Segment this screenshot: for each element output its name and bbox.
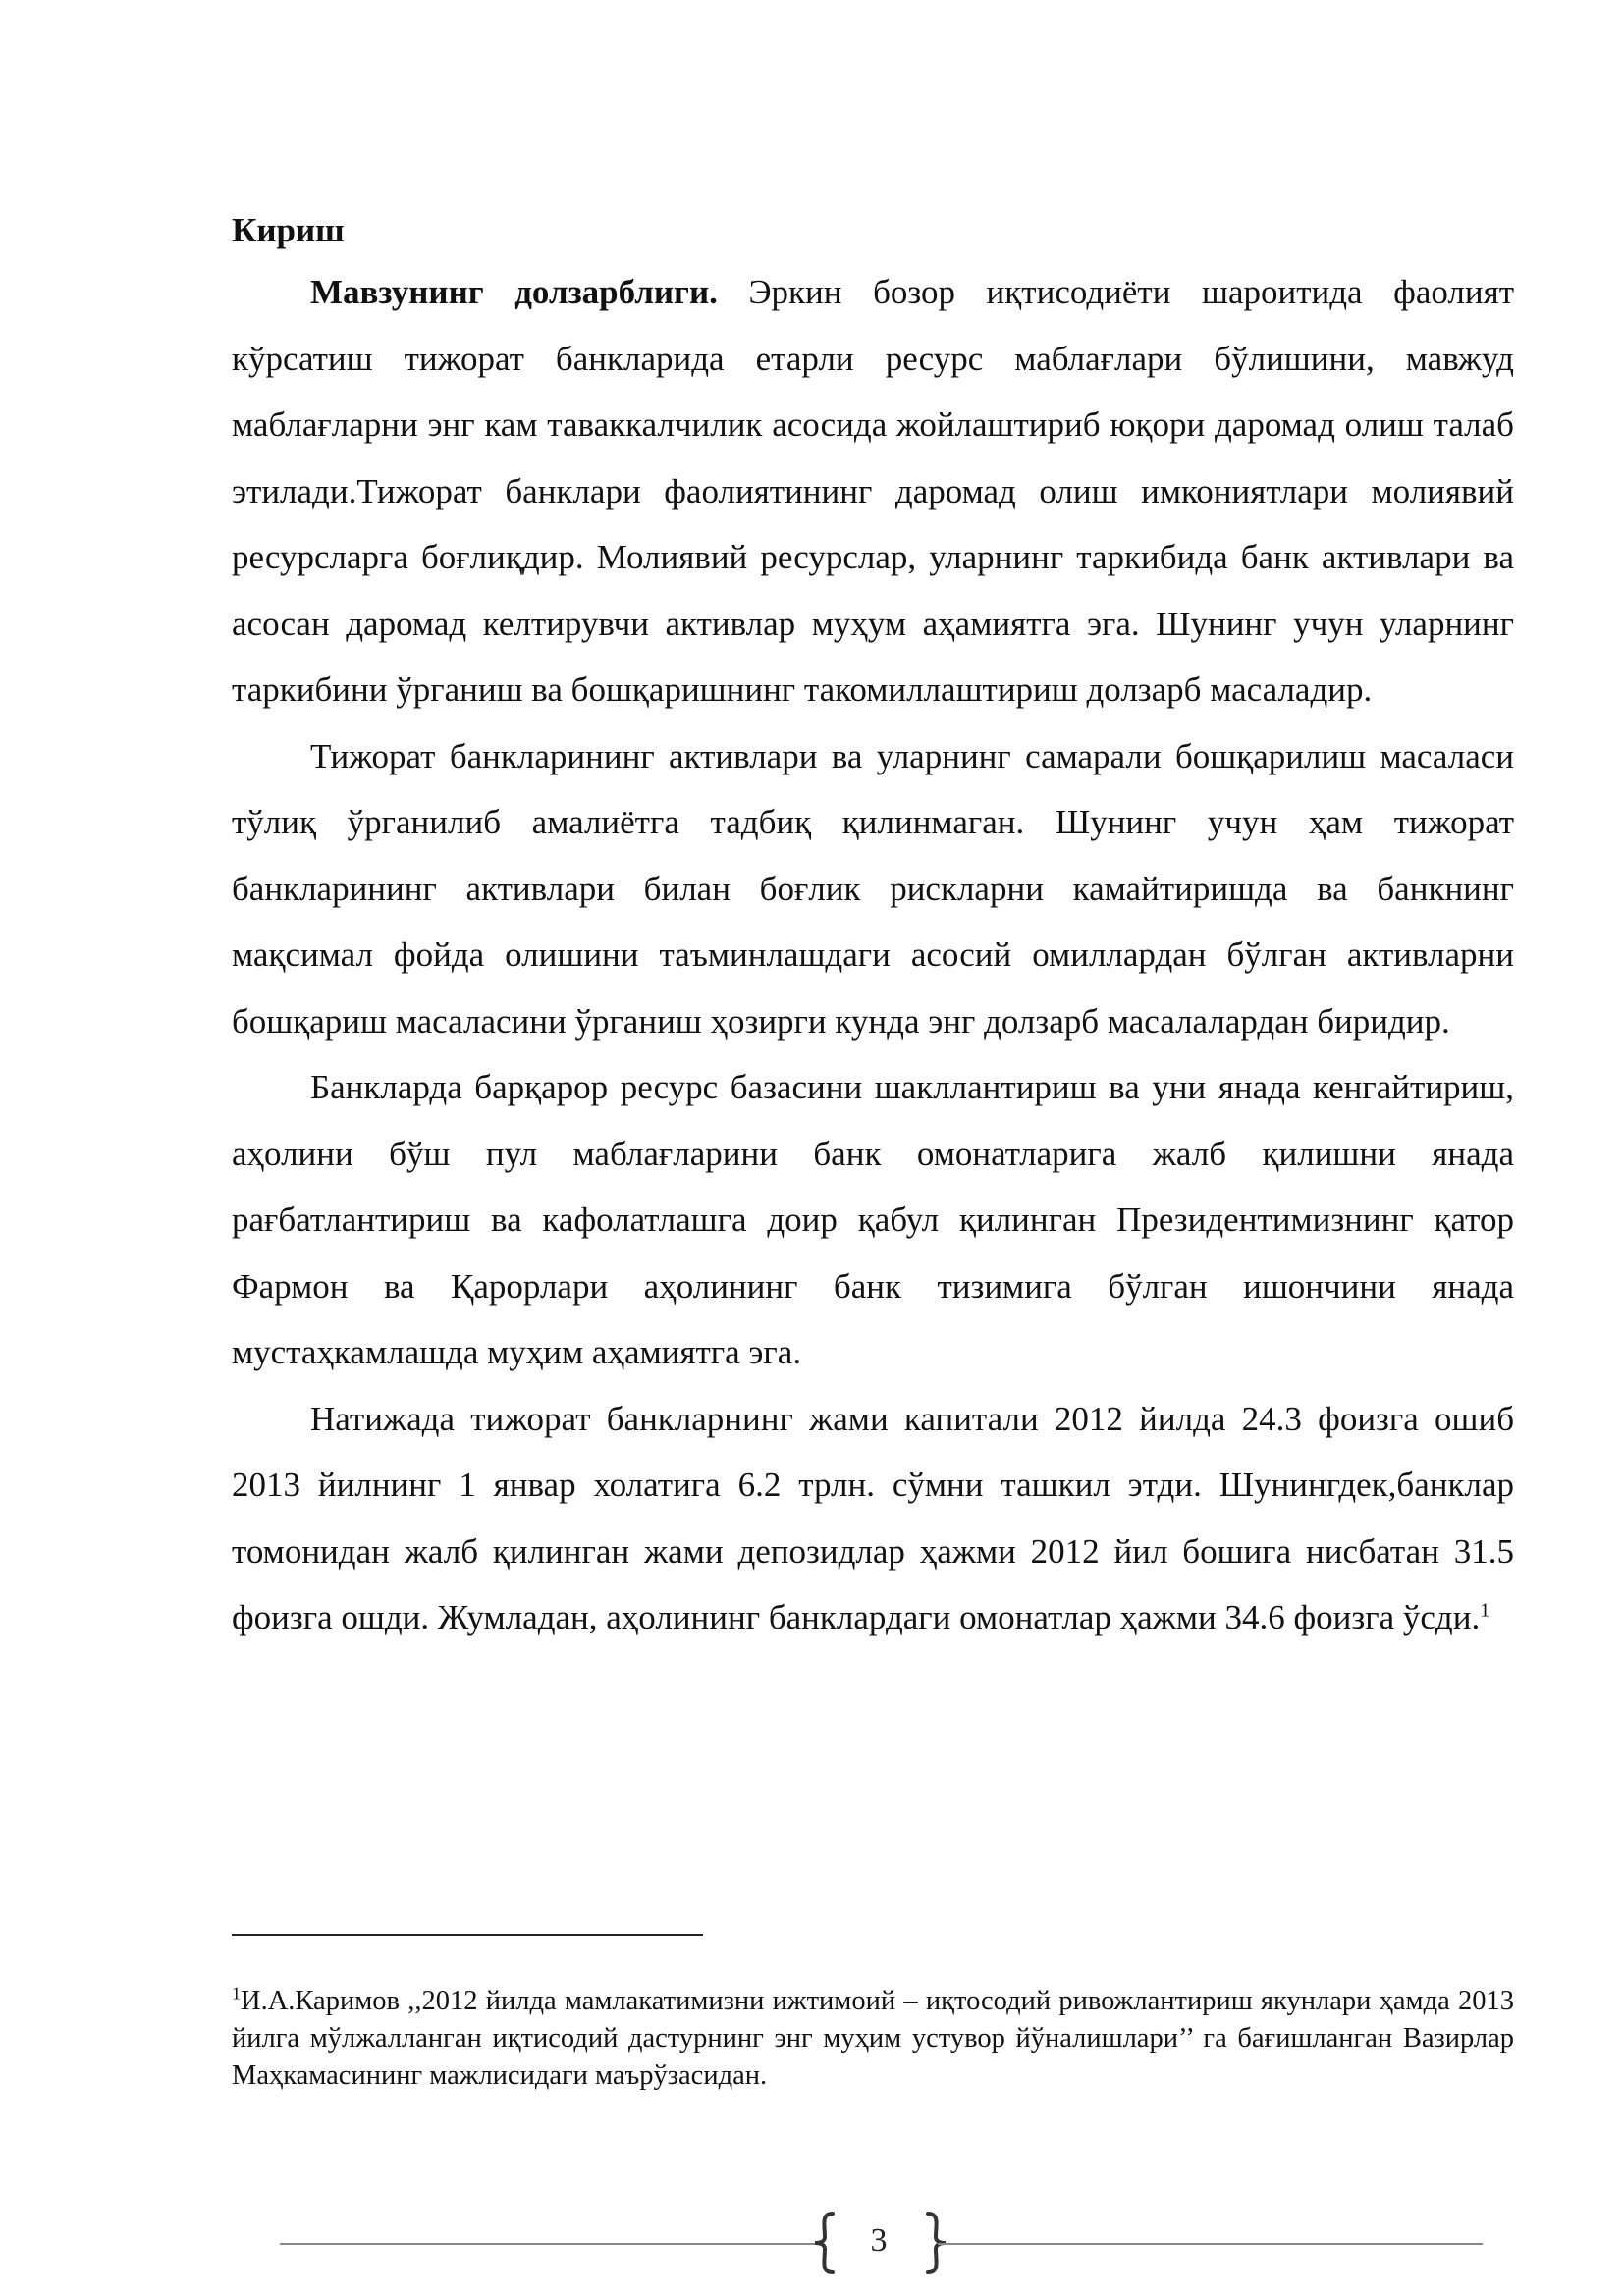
paragraph-assets: Тижорат банкларининг активлари ва уларнинг самарали бошқарилиш масаласи тўлиқ ўрганилиб амалиётга тадбиқ қилинмаган. Шунинг учун ҳам тижорат банкларининг активлари билан боғлик рискларни камайтиришда ва банкнинг мақсимал фойда олишини таъминлашдаги асосий омиллардан бўлган активларни бошқариш масаласини ўрганиш ҳозирги кунда энг долзарб масалалардан биридир. (232, 736, 1514, 1041)
section-heading: Кириш (232, 211, 345, 249)
footnote-marker: 1 (232, 1983, 241, 2003)
paragraph-text: Натижада тижорат банкларнинг жами капитали 2012 йилда 24.3 фоизга ошиб 2013 йилнинг 1 январ холатига 6.2 трлн. сўмни ташкил этди. Шунингдек,банклар томонидан жалб қилинган жами депозидлар ҳажми 2012 йил бошига нисбатан 31.5 фоизга ошди. Жумладан, аҳолининг банклардаги омонатлар ҳажми 34.6 фоизга ўсди. (232, 1399, 1514, 1636)
footer-rule-left (280, 2243, 815, 2245)
footnote-separator (232, 1934, 703, 1936)
footnote (232, 1983, 1514, 2095)
paragraph-relevance (232, 259, 1514, 723)
paragraph-text: Эркин бозор иқтисодиёти шароитида фаолият кўрсатиш тижорат банкларида етарли ресурс маблағлари бўлишини, мавжуд маблағларни энг кам таваккалчилик асосида жойлаштириб юқори даромад олиш талаб этилади.Тижорат банклари фаолиятининг даромад олиш имкониятлари молиявий ресурсларга боғлиқдир. Молиявий ресурслар, уларнинг таркибида банк активлари ва асосан даромад келтирувчи активлар муҳум аҳамиятга эга. Шунинг учун уларнинг таркибини ўрганиш ва бошқаришнинг такомиллаштириш долзарб масаладир. (232, 273, 1514, 709)
footer-rule-right (938, 2243, 1483, 2245)
paragraph-lead: Мавзунинг долзарблиги. (310, 273, 718, 311)
paragraph-results (232, 1386, 1514, 1651)
left-brace-icon (803, 2212, 842, 2274)
main-content (232, 202, 1514, 1651)
paragraph-resource-base: Банкларда барқарор ресурс базасини шакллантириш ва уни янада кенгайтириш, аҳолини бўш пул маблағларини банк омонатларига жалб қилишни янада рағбатлантириш ва кафолатлашга доир қабул қилинган Президентимизнинг қатор Фармон ва Қарорлари аҳолининг банк тизимига бўлган ишончини янада мустаҳкамлашда муҳим аҳамиятга эга. (232, 1068, 1514, 1371)
footnote-reference[interactable]: 1 (1480, 1599, 1490, 1622)
footnote-text: И.А.Каримов ,,2012 йилда мамлакатимизни ижтимоий – иқтосодий ривожлантириш якунлари ҳамда 2013 йилга мўлжалланган иқтисодий дастурнинг энг муҳим устувор йўналишлари’’ га бағишланган Вазирлар Маҳкамасининг мажлисидаги маърўзасидан. (232, 1986, 1514, 2091)
page-number: 3 (870, 2222, 888, 2259)
